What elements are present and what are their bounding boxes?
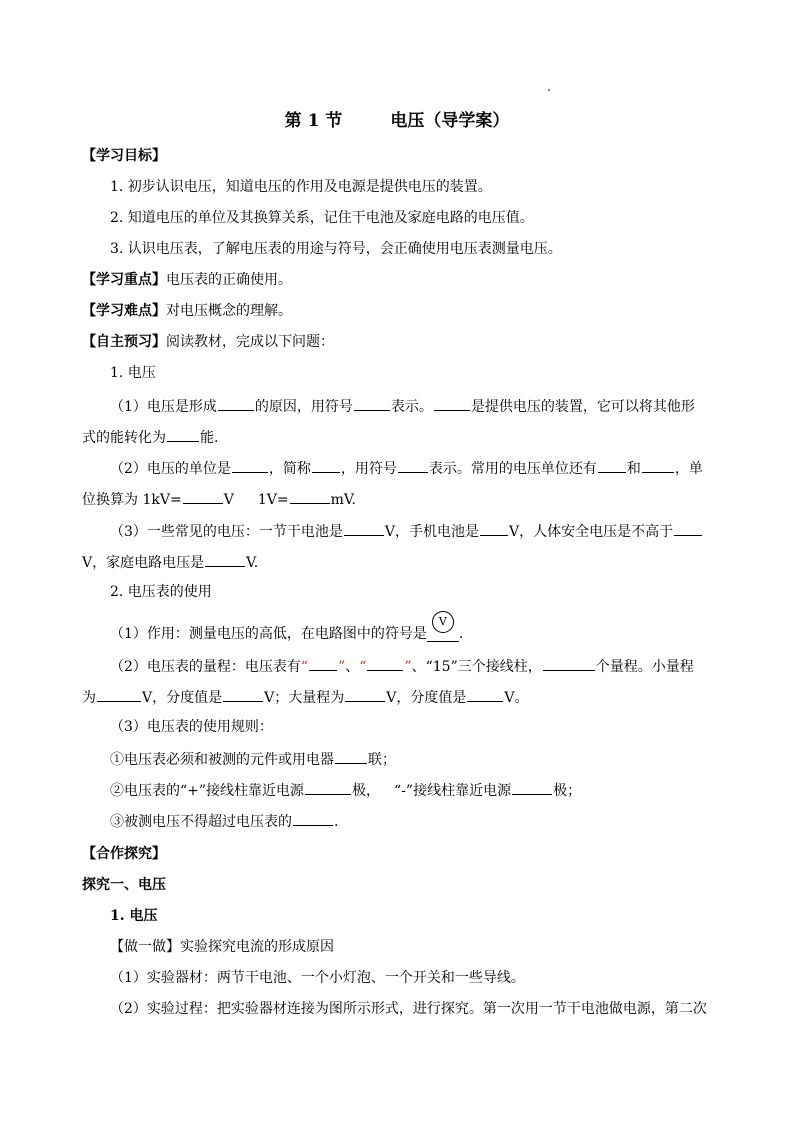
s2-q3: （3）电压表的使用规则： xyxy=(110,719,273,735)
s1-q1-line1 xyxy=(110,396,695,416)
text: 联； xyxy=(368,752,396,768)
answer-blank[interactable] xyxy=(512,780,552,795)
text: 和 xyxy=(626,461,641,477)
text: . xyxy=(334,814,339,830)
text: “ xyxy=(300,659,309,675)
s2-q2-line1 xyxy=(110,656,694,676)
answer-blank[interactable] xyxy=(344,521,384,536)
text: ②电压表的“+”接线柱靠近电源 xyxy=(110,783,305,799)
do-it-label: 【做一做】 xyxy=(110,939,180,955)
answer-blank[interactable] xyxy=(312,458,340,473)
text: ” xyxy=(404,659,412,675)
text: 式的能转化为 xyxy=(82,430,166,446)
text: “-”接线柱靠近电源 xyxy=(394,783,512,799)
preview-label: 【自主预习】 xyxy=(82,334,166,350)
answer-blank[interactable] xyxy=(205,552,245,567)
section-number: 第 1 节 xyxy=(284,111,343,131)
text: V xyxy=(223,492,234,508)
text: （1）电压是形成 xyxy=(110,399,217,415)
text: V，家庭电路电压是 xyxy=(82,555,205,571)
s1-q3-line1 xyxy=(110,521,703,541)
text: “ xyxy=(359,659,367,675)
key-point-label: 【学习重点】 xyxy=(82,272,166,288)
text: ，简称 xyxy=(268,461,311,477)
text: 个量程。小量程 xyxy=(595,659,694,675)
difficulty xyxy=(82,302,292,320)
text: ，用符号 xyxy=(340,461,397,477)
s2-q2-line2 xyxy=(82,687,529,707)
explore-1-subtitle: 1. 电压 xyxy=(110,908,158,924)
text: 极， xyxy=(352,783,381,799)
s2-q1 xyxy=(110,615,464,643)
s1-q2-line1 xyxy=(110,458,703,478)
answer-blank[interactable] xyxy=(354,396,390,411)
answer-blank[interactable] xyxy=(218,396,254,411)
voltmeter-icon: V xyxy=(432,611,454,633)
section-2-title: 2. 电压表的使用 xyxy=(110,584,212,600)
text: 能. xyxy=(200,430,219,446)
text: 的原因，用符号 xyxy=(254,399,353,415)
text: （2）电压的单位是 xyxy=(110,461,231,477)
answer-blank[interactable] xyxy=(434,396,470,411)
rule-2 xyxy=(110,780,581,800)
stray-dot xyxy=(548,89,550,91)
text: ③被测电压不得超过电压表的 xyxy=(110,814,292,830)
voltmeter-symbol-answer[interactable] xyxy=(427,615,459,642)
answer-blank[interactable] xyxy=(398,458,428,473)
text: V，人体安全电压是不高于 xyxy=(509,524,674,540)
do-it-text: 实验探究电流的形成原因 xyxy=(180,939,334,955)
text: V，分度值是 xyxy=(386,690,467,706)
text: （2）电压表的量程：电压表有 xyxy=(110,659,301,675)
answer-blank[interactable] xyxy=(345,687,385,702)
text: 、 xyxy=(345,659,360,675)
explore-1-heading: 探究一、电压 xyxy=(82,877,166,893)
text: . xyxy=(458,626,464,642)
key-point-text: 电压表的正确使用。 xyxy=(166,272,292,288)
answer-blank[interactable] xyxy=(335,749,367,764)
experiment-materials: （1）实验器材：两节干电池、一个小灯泡、一个开关和一些导线。 xyxy=(110,970,525,986)
answer-blank[interactable] xyxy=(309,656,337,671)
text: 极； xyxy=(553,783,582,799)
answer-blank[interactable] xyxy=(367,656,403,671)
answer-blank[interactable] xyxy=(290,489,330,504)
text: 表示。 xyxy=(390,399,433,415)
do-it xyxy=(110,938,334,956)
answer-blank[interactable] xyxy=(480,521,508,536)
text: ①电压表必须和被测的元件或用电器 xyxy=(110,752,334,768)
text: V；大量程为 xyxy=(264,690,345,706)
answer-blank[interactable] xyxy=(293,811,333,826)
preview xyxy=(82,333,334,351)
text: 1V= xyxy=(257,492,289,508)
difficulty-text: 对电压概念的理解。 xyxy=(166,303,292,319)
text: 、 xyxy=(411,659,426,675)
goal-item: 3. 认识电压表，了解电压表的用途与符号，会正确使用电压表测量电压。 xyxy=(110,241,562,257)
text: “15”三个接线柱， xyxy=(425,659,542,675)
rule-3 xyxy=(110,811,338,831)
text: V，手机电池是 xyxy=(384,524,480,540)
text: 表示。常用的电压单位还有 xyxy=(428,461,597,477)
preview-text: 阅读教材，完成以下问题： xyxy=(166,334,334,350)
answer-blank[interactable] xyxy=(674,521,702,536)
page-title xyxy=(0,106,794,131)
section-1-title: 1. 电压 xyxy=(110,365,156,381)
text: V. xyxy=(246,555,259,571)
difficulty-label: 【学习难点】 xyxy=(82,303,166,319)
answer-blank[interactable] xyxy=(598,458,626,473)
answer-blank[interactable] xyxy=(467,687,503,702)
goal-item: 1. 初步认识电压，知道电压的作用及电源是提供电压的装置。 xyxy=(110,179,492,195)
text: mV. xyxy=(330,492,356,508)
text: （1）作用：测量电压的高低，在电路图中的符号是 xyxy=(110,626,427,642)
goals-heading: 【学习目标】 xyxy=(82,148,166,164)
text: V，分度值是 xyxy=(142,690,223,706)
answer-blank[interactable] xyxy=(642,458,674,473)
text: V。 xyxy=(504,690,529,706)
answer-blank[interactable] xyxy=(97,687,141,702)
rule-1 xyxy=(110,749,396,769)
answer-blank[interactable] xyxy=(232,458,268,473)
section-name: 电压（导学案） xyxy=(390,111,510,131)
answer-blank[interactable] xyxy=(543,656,595,671)
experiment-process: （2）实验过程：把实验器材连接为图所示形式，进行探究。第一次用一节干电池做电源，第二次 xyxy=(110,1001,707,1017)
s1-q2-line2 xyxy=(82,489,356,509)
coop-heading: 【合作探究】 xyxy=(82,846,166,862)
answer-blank[interactable] xyxy=(223,687,263,702)
answer-blank[interactable] xyxy=(183,489,223,504)
s1-q1-line2 xyxy=(82,427,218,447)
text: ，单 xyxy=(674,461,703,477)
text: （3）一些常见的电压：一节干电池是 xyxy=(110,524,343,540)
answer-blank[interactable] xyxy=(305,780,351,795)
text: 位换算为 1kV= xyxy=(82,492,182,508)
s1-q3-line2 xyxy=(82,552,258,572)
text: 是提供电压的装置，它可以将其他形 xyxy=(470,399,695,415)
text: ” xyxy=(338,659,346,675)
goal-item: 2. 知道电压的单位及其换算关系，记住干电池及家庭电路的电压值。 xyxy=(110,210,534,226)
text: 为 xyxy=(82,690,96,706)
key-point xyxy=(82,271,292,289)
answer-blank[interactable] xyxy=(167,427,199,442)
